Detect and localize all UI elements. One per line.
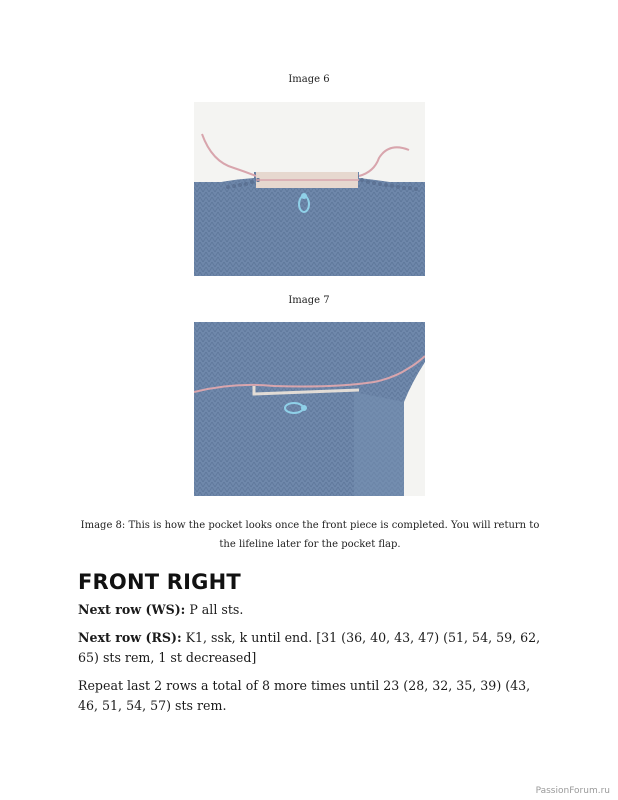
image-7-photo [194, 322, 425, 496]
instruction-label: Next row (RS): [78, 630, 182, 645]
watermark: PassionForum.ru [535, 786, 610, 796]
image-8-caption: Image 8: This is how the pocket looks once the front piece is completed. You will return to the lifeline later for the pocket flap. [80, 520, 540, 550]
instruction-ws-row [78, 600, 548, 620]
instruction-text: Repeat last 2 rows a total of 8 more times until 23 (28, 32, 35, 39) (43, 46, 51, 54, 57) sts rem. [78, 678, 531, 713]
instruction-text: P all sts. [185, 602, 244, 617]
instruction-rs-row [78, 628, 548, 668]
image-7-caption: Image 7 [288, 295, 330, 306]
instruction-label: Next row (WS): [78, 602, 186, 617]
instruction-repeat [78, 676, 548, 716]
image-6-photo [194, 102, 425, 276]
section-heading: FRONT RIGHT [78, 570, 241, 594]
image-6-caption: Image 6 [288, 74, 330, 85]
instruction-text: K1, ssk, k until end. [31 (36, 40, 43, 47) (51, 54, 59, 62, 65) sts rem, 1 st decreased] [78, 630, 541, 665]
